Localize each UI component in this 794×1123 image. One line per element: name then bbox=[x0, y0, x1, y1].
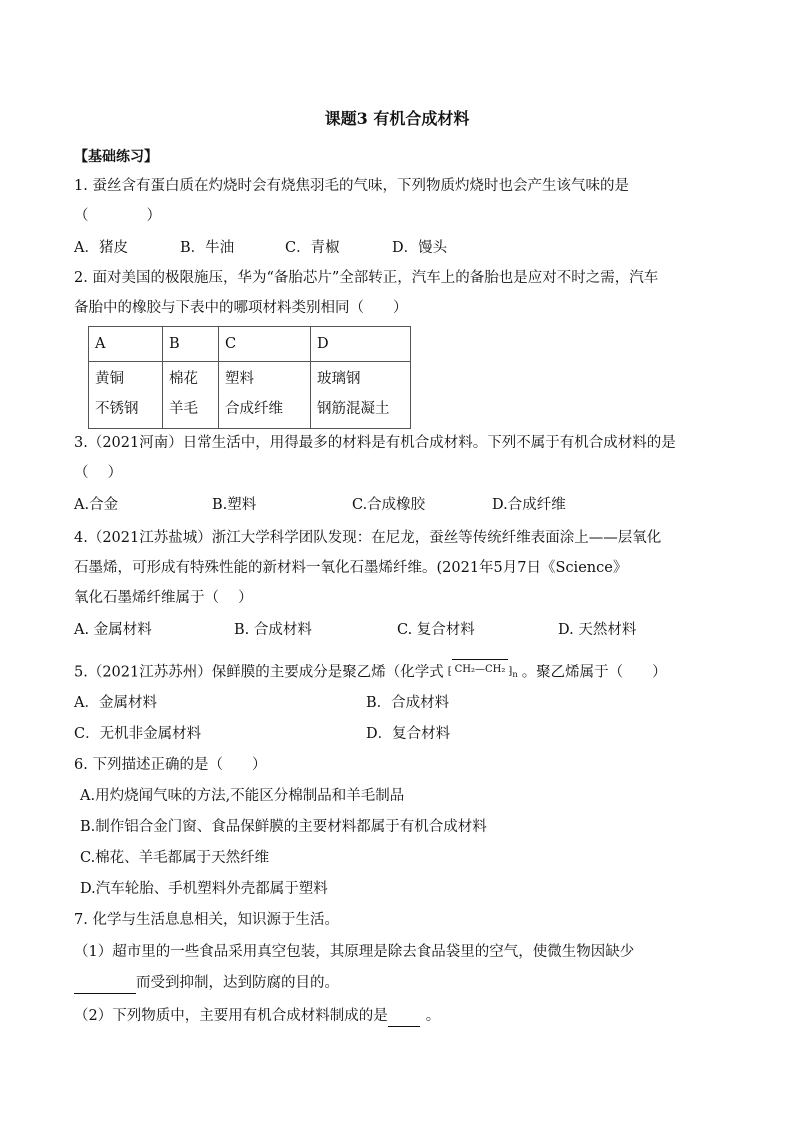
q4-option-b: B. 合成材料 bbox=[234, 622, 312, 638]
question-7-part-1: （1）超市里的一些食品采用真空包装，其原理是除去食品袋里的空气，使微生物因缺少 bbox=[74, 944, 635, 960]
document-title: 课题3 有机合成材料 bbox=[324, 109, 470, 128]
cell-text: 棉花 bbox=[169, 371, 198, 387]
cell-text: 合成纤维 bbox=[225, 401, 283, 417]
question-4-text-cont: 石墨烯，可形成有特殊性能的新材料一氧化石墨烯纤维。(2021年5月7日《Science》 bbox=[74, 560, 628, 576]
question-2-text: 2. 面对美国的极限施压，华为“备胎芯片”全部转正，汽车上的备胎也是应对不时之需，汽车 bbox=[74, 270, 659, 286]
question-3-text: 3.（2021河南）日常生活中，用得最多的材料是有机合成材料。下列不属于有机合成材料的是 bbox=[74, 435, 676, 451]
question-3-answer-bracket: （ ） bbox=[74, 465, 123, 481]
question-7-part-2-prefix: （2）下列物质中，主要用有机合成材料制成的是 bbox=[74, 1008, 388, 1024]
question-7-text: 7. 化学与生活息息相关，知识源于生活。 bbox=[74, 912, 339, 928]
q6-option-c: C.棉花、羊毛都属于天然纤维 bbox=[80, 850, 270, 866]
table-header-cell: D bbox=[311, 327, 411, 362]
answer-blank[interactable] bbox=[74, 973, 136, 994]
formula-subscript: n bbox=[512, 669, 518, 679]
polyethylene-formula: ⁅ CH₂—CH₂ $⁆_n$ bbox=[448, 661, 518, 684]
table-cell-a bbox=[89, 362, 163, 429]
table-header-cell: C bbox=[219, 327, 311, 362]
q6-option-a: A.用灼烧闻气味的方法,不能区分棉制品和羊毛制品 bbox=[80, 788, 405, 804]
question-7-part-1-tail: 而受到抑制，达到防腐的目的。 bbox=[136, 975, 339, 991]
q3-option-b: B.塑料 bbox=[212, 497, 257, 513]
q4-option-c: C. 复合材料 bbox=[397, 622, 475, 638]
cell-text: 不锈钢 bbox=[95, 401, 139, 417]
table-row bbox=[89, 362, 411, 429]
q1-option-d: D．馒头 bbox=[392, 240, 448, 256]
q4-option-a: A. 金属材料 bbox=[74, 622, 152, 638]
question-5-text bbox=[74, 661, 667, 684]
question-4-prompt: 氧化石墨烯纤维属于（ ） bbox=[74, 590, 253, 606]
question-1-text: 1. 蚕丝含有蛋白质在灼烧时会有烧焦羽毛的气味，下列物质灼烧时也会产生该气味的是 bbox=[74, 178, 629, 194]
question-7-part-2-suffix: 。 bbox=[425, 1008, 441, 1024]
cell-text: 钢筋混凝土 bbox=[317, 401, 390, 417]
q1-option-c: C．青椒 bbox=[285, 240, 340, 256]
formula-repeat-unit: CH₂—CH₂ bbox=[452, 659, 509, 680]
table-header-cell: A bbox=[89, 327, 163, 362]
question-5-suffix: 。聚乙烯属于（ ） bbox=[521, 664, 667, 681]
q6-option-b: B.制作铝合金门窗、食品保鲜膜的主要材料都属于有机合成材料 bbox=[80, 819, 487, 835]
q6-option-d: D.汽车轮胎、手机塑料外壳都属于塑料 bbox=[80, 881, 328, 897]
q5-option-b: B．合成材料 bbox=[366, 695, 450, 711]
table-cell-d bbox=[311, 362, 411, 429]
cell-text: 塑料 bbox=[225, 371, 254, 387]
question-2-text-cont: 备胎中的橡胶与下表中的哪项材料类别相同（ ） bbox=[74, 300, 408, 316]
q3-option-d: D.合成纤维 bbox=[492, 497, 566, 513]
q5-option-c: C．无机非金属材料 bbox=[74, 726, 202, 742]
cell-text: 玻璃钢 bbox=[317, 371, 361, 387]
question-7-part-2 bbox=[74, 1006, 440, 1027]
q1-option-a: A．猪皮 bbox=[74, 240, 128, 256]
question-6-text: 6. 下列描述正确的是（ ） bbox=[74, 757, 267, 773]
q1-option-b: B．牛油 bbox=[180, 240, 235, 256]
section-heading: 【基础练习】 bbox=[74, 149, 158, 165]
table-header-row bbox=[89, 327, 411, 362]
cell-text: 羊毛 bbox=[169, 401, 198, 417]
question-4-text: 4.（2021江苏盐城）浙江大学科学团队发现：在尼龙，蚕丝等传统纤维表面涂上——层氧化 bbox=[74, 530, 662, 546]
q5-option-d: D．复合材料 bbox=[366, 726, 451, 742]
q3-option-c: C.合成橡胶 bbox=[352, 497, 426, 513]
question-7-part-1-cont bbox=[74, 973, 339, 994]
table-cell-b bbox=[163, 362, 219, 429]
materials-table bbox=[88, 326, 411, 429]
table-cell-c bbox=[219, 362, 311, 429]
question-5-prefix: 5.（2021江苏苏州）保鲜膜的主要成分是聚乙烯（化学式 bbox=[74, 664, 444, 681]
q3-option-a: A.合金 bbox=[74, 497, 119, 513]
q5-option-a: A．金属材料 bbox=[74, 695, 157, 711]
answer-blank[interactable] bbox=[388, 1006, 420, 1027]
table-header-cell: B bbox=[163, 327, 219, 362]
cell-text: 黄铜 bbox=[95, 371, 124, 387]
q4-option-d: D. 天然材料 bbox=[558, 622, 637, 638]
question-1-answer-bracket: （ ） bbox=[74, 208, 161, 224]
